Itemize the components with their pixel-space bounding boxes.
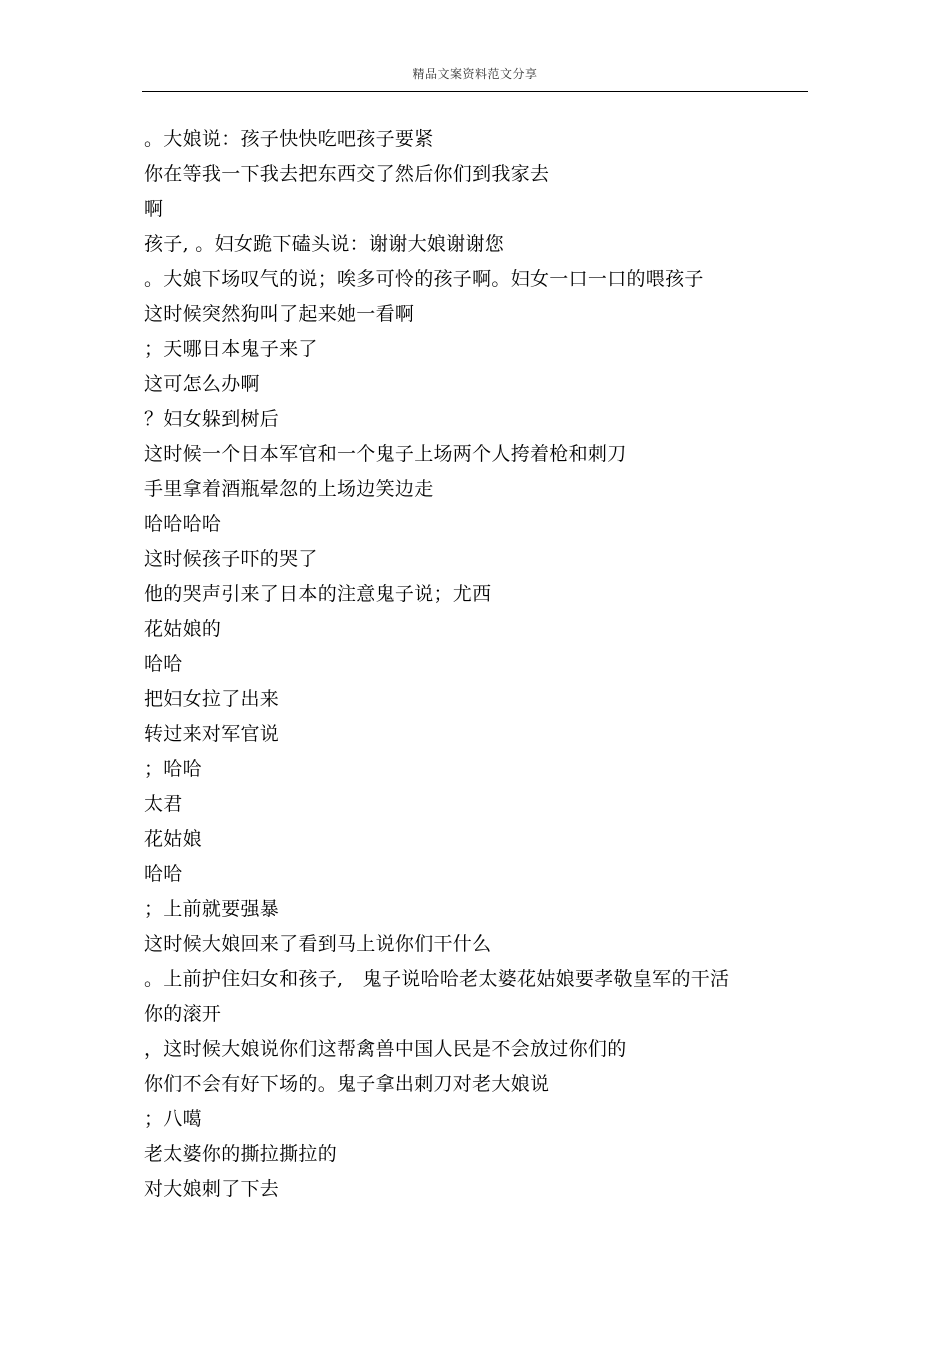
- header-title: 精品文案资料范文分享: [412, 67, 538, 81]
- text-line: 这时候一个日本军官和一个鬼子上场两个人挎着枪和刺刀: [144, 443, 627, 465]
- text-line: 他的哭声引来了日本的注意鬼子说；尤西: [144, 583, 492, 605]
- text-line: 转过来对军官说: [144, 723, 280, 745]
- text-line: 这时候大娘回来了看到马上说你们干什么: [144, 933, 492, 955]
- text-line: 把妇女拉了出来: [144, 688, 280, 710]
- text-line: ？妇女躲到树后: [144, 408, 280, 430]
- text-line: 花姑娘: [144, 828, 202, 850]
- text-line: 。大娘说：孩子快快吃吧孩子要紧: [144, 128, 434, 150]
- text-line: ；哈哈: [144, 758, 202, 780]
- text-line: 这时候突然狗叫了起来她一看啊: [144, 303, 415, 325]
- text-line: 。大娘下场叹气的说；唉多可怜的孩子啊。妇女一口一口的喂孩子: [144, 268, 704, 290]
- text-line: 你在等我一下我去把东西交了然后你们到我家去: [144, 163, 550, 185]
- text-line: 花姑娘的: [144, 618, 222, 640]
- text-line: 哈哈: [144, 653, 183, 675]
- text-line: 太君: [144, 793, 183, 815]
- text-line: 这时候孩子吓的哭了: [144, 548, 318, 570]
- text-line: 这可怎么办啊: [144, 373, 260, 395]
- text-line: 对大娘刺了下去: [144, 1178, 280, 1200]
- text-line: 你们不会有好下场的。鬼子拿出刺刀对老大娘说: [144, 1073, 550, 1095]
- page-header: [142, 58, 808, 92]
- text-line: 。上前护住妇女和孩子, 鬼子说哈哈老太婆花姑娘要孝敬皇军的干活: [144, 968, 730, 990]
- text-line: ；天哪日本鬼子来了: [144, 338, 318, 360]
- text-line: 手里拿着酒瓶晕忽的上场边笑边走: [144, 478, 434, 500]
- text-line: ；八噶: [144, 1108, 202, 1130]
- text-line: 哈哈哈哈: [144, 513, 222, 535]
- text-line: 老太婆你的撕拉撕拉的: [144, 1143, 338, 1165]
- text-line: ，这时候大娘说你们这帮禽兽中国人民是不会放过你们的: [144, 1038, 627, 1060]
- text-line: 哈哈: [144, 863, 183, 885]
- text-line: 啊: [144, 198, 164, 220]
- document-body: [144, 122, 804, 1207]
- text-line: 你的滚开: [144, 1003, 222, 1025]
- text-line: ；上前就要强暴: [144, 898, 280, 920]
- text-line: 孩子, 。妇女跪下磕头说：谢谢大娘谢谢您: [144, 233, 505, 255]
